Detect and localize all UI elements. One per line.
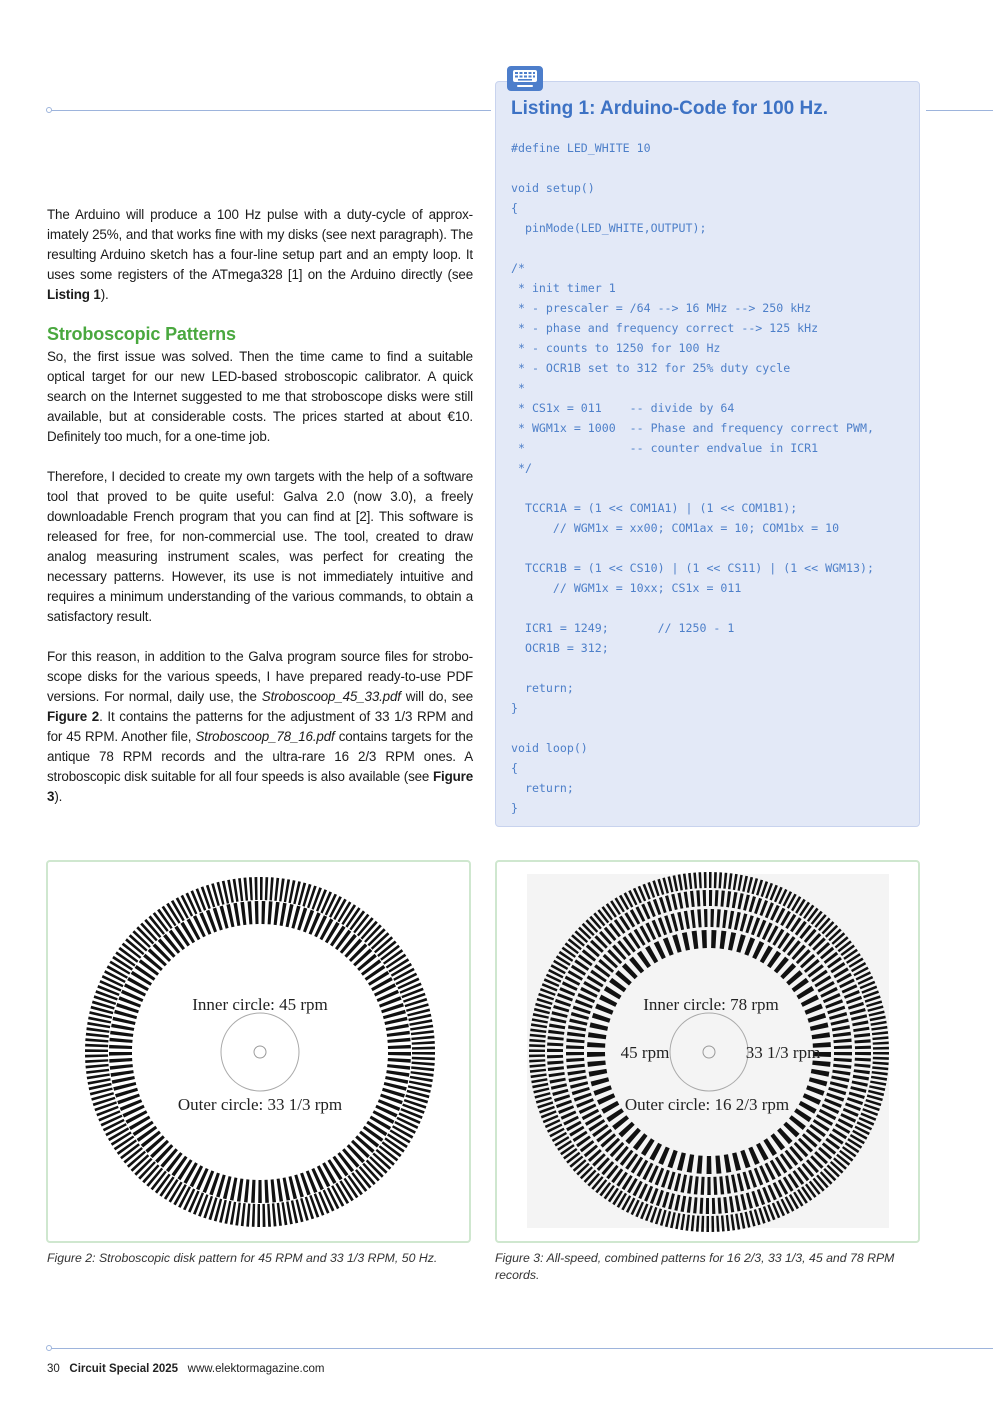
section-heading: Stroboscopic Patterns — [47, 324, 236, 344]
page-footer — [47, 1363, 324, 1375]
strobe-ring — [109, 901, 411, 1203]
code-listing-box — [495, 81, 920, 827]
strobe-ticks — [85, 877, 435, 1227]
code-block: #define LED_WHITE 10 void setup() { pinMode(LED_WHITE,OUTPUT); /* * init timer 1 * - prescaler = /64 --> 16 MHz --> 250 kHz * - phase and frequency correct --> 125 kHz * - counts to 1250 for 100 Hz * - OCR1B set to 312 for 25% duty cycle * * CS1x = 011 -- divide by 64 * WGM1x = 1000 -- Phase and frequency correct PWM, * -- counter endvalue in ICR1 */ TCCR1A = (1 << COM1A1) | (1 << COM1B1); // WGM1x = xx00; COM1ax = 10; COM1bx = 10 TCCR1B = (1 << CS10) | (1 << CS11) | (1 << WGM13); // WGM1x = 10xx; CS1x = 011 ICR1 = 1249; // 1250 - 1 OCR1B = 312; return; } void loop() { return; } — [511, 141, 874, 815]
left-speed-label: 45 rpm — [620, 1043, 670, 1062]
figure-ref: Figure 3 — [47, 769, 473, 804]
right-speed-label: 33 1/3 rpm — [745, 1043, 821, 1062]
strobe-disk-3 — [497, 862, 918, 1241]
listing-title: Listing 1: Arduino-Code for 100 Hz. — [511, 98, 829, 119]
spindle-ring — [221, 1013, 299, 1091]
spindle-ring — [670, 1013, 748, 1091]
paragraph-3: Therefore, I decided to create my own targets with the help of a software tool that proved to be quite useful: Galva 2.0 (now 3.0), a freely downloadable French program that you can find at [2]. This software is released for free, for non-commercial use. The tool, created to draw analog measuring instrument scales, was perfect for creating the necessary patterns. However, its use is not immediately intuitive and requires a minimum understanding of the various commands, to obtain a satisfactory result. — [47, 469, 473, 624]
listing-ref: Listing 1 — [47, 287, 101, 302]
magazine-url: www.elektormagazine.com — [187, 1363, 325, 1375]
figure-3-frame — [495, 860, 920, 1243]
bottom-rule — [50, 1348, 993, 1349]
top-rule-right — [926, 110, 993, 111]
paragraph-4: For this reason, in addition to the Galva program source files for strobo-scope disks for the various speeds, I have prepared ready-to-use PDF versions. For normal, daily use, the Stroboscoop_45_33.pdf will do, see Figure 2. It contains the patterns for the adjustment of 33 1/3 RPM and for 45 RPM. Another file, Stroboscoop_78_16.pdf contains targets for the antique 78 RPM records and the ultra-rare 16 2/3 RPM ones. A stroboscopic disk suitable for all four speeds is also available (see Figure 3). — [47, 649, 474, 804]
keyboard-icon — [507, 66, 543, 91]
page-number: 30 — [47, 1363, 60, 1375]
magazine-title: Circuit Special 2025 — [69, 1363, 179, 1375]
top-rule-left — [50, 110, 491, 111]
figure-2-frame — [46, 860, 471, 1243]
paragraph-1: The Arduino will produce a 100 Hz pulse with a duty-cycle of approx-imately 25%, and that works fine with my disks (see next paragraph). The resulting Arduino sketch has a four-line setup part and an empty loop. It uses some registers of the ATmega328 [1] on the Arduino directly (see Listing 1). — [47, 207, 473, 302]
file-name: Stroboscoop_45_33.pdf — [261, 689, 401, 704]
strobe-disk-2 — [48, 862, 469, 1241]
bottom-rule-dot — [46, 1345, 52, 1351]
outer-circle-label: Outer circle: 16 2/3 rpm — [624, 1095, 790, 1114]
outer-circle-label: Outer circle: 33 1/3 rpm — [177, 1095, 343, 1114]
inner-circle-label: Inner circle: 78 rpm — [643, 995, 779, 1014]
top-rule-dot — [46, 107, 52, 113]
file-name: Stroboscoop_78_16.pdf — [195, 729, 335, 744]
inner-circle-label: Inner circle: 45 rpm — [192, 995, 328, 1014]
paragraph-2: So, the first issue was solved. Then the time came to find a suitable optical target for our new LED-based stroboscopic calibrator. A quick search on the Internet suggested to me that stroboscope disks were still available, but at considerable costs. The prices started at about €10. Definitely too much, for a one-time job. — [47, 349, 473, 444]
figure-2-caption: Figure 2: Stroboscopic disk pattern for 45 RPM and 33 1/3 RPM, 50 Hz. — [47, 1251, 438, 1265]
article-body — [47, 205, 473, 827]
spindle-hole — [254, 1046, 266, 1058]
figure-ref: Figure 2 — [47, 709, 100, 724]
figure-3-caption: Figure 3: All-speed, combined patterns for 16 2/3, 33 1/3, 45 and 78 RPM records. — [495, 1251, 895, 1282]
strobe-ring — [85, 877, 435, 1227]
